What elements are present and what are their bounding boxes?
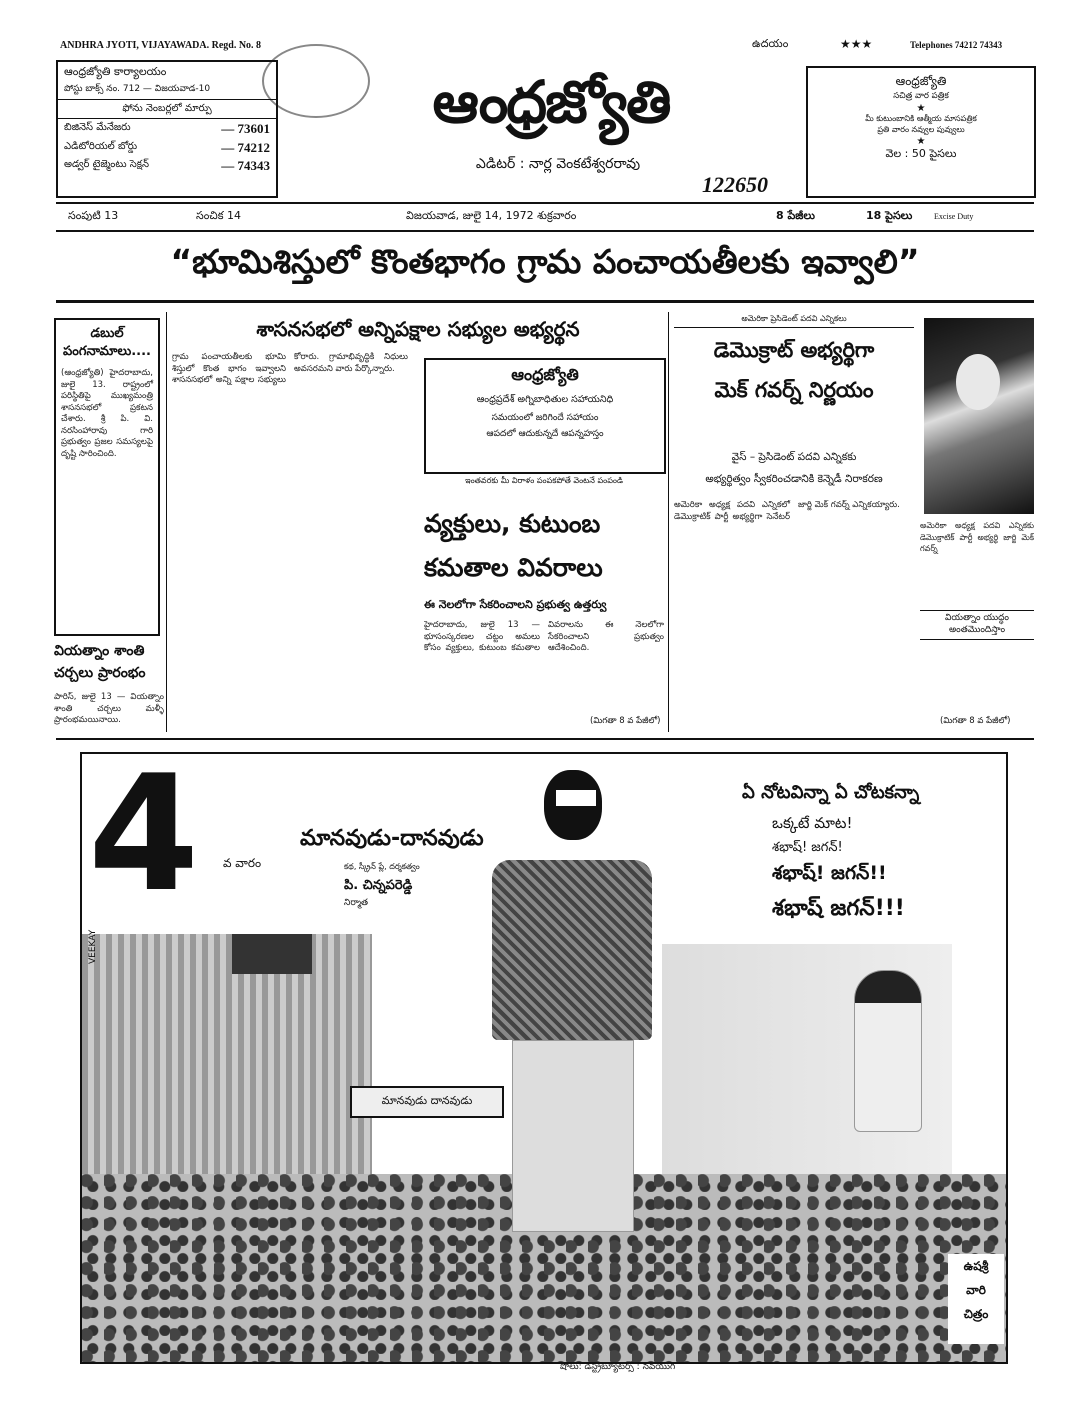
film-advertisement: [80, 752, 1008, 1364]
story2-title-line: వ్యక్తులు, కుటుంబ: [424, 509, 601, 538]
weekly-heading: ఆంధ్రజ్యోతి: [895, 74, 947, 88]
serial-number: 122650: [702, 172, 768, 197]
date-bar: [56, 202, 1034, 232]
center-story2-body: హైదరాబాదు, జులై 13 — భూసంస్కరణల చట్టం అమలు కోసం వ్యక్తులు, కుటుంబ కమతాల వివరాలను ఈ నెలలోగా సేకరించాలని ప్రభుత్వం ఆదేశించింది.: [424, 620, 664, 653]
weekly-line: మీ కుటుంబానికి ఆత్మీయ మాసపత్రిక: [865, 114, 977, 123]
theatre-banner: మానవుడు దానవుడు: [350, 1086, 504, 1118]
ad-quote: ఒక్కటే మాట!: [772, 814, 853, 832]
phone-number: — 74343: [221, 158, 270, 173]
credits-line: కథ, స్క్రీన్ ప్లే, దర్శకత్వం: [344, 862, 420, 871]
issue: సంచిక 14: [196, 209, 241, 222]
center-story2-title: [424, 502, 664, 590]
phone-number: — 73601: [221, 121, 270, 136]
artist-signature: VEEKAY: [88, 929, 98, 964]
week-number: 4: [88, 752, 192, 927]
photo-caption: అమెరికా అధ్యక్ష పదవి ఎన్నికకు డెమొక్రాటిక్ పార్టీ అభ్యర్థి జార్జి మెక్ గవర్న్: [920, 521, 1034, 553]
phone-label: బిజినెస్ మేనేజరు: [64, 122, 131, 133]
telephone-line: Telephones 74212 74343: [910, 40, 1003, 50]
issue-date: విజయవాడ, జులై 14, 1972 శుక్రవారం: [406, 209, 577, 222]
heroine-figure: [854, 970, 922, 1132]
left-story2-body: పారిస్, జులై 13 — వియత్నాం శాంతి చర్చలు మళ్ళీ ప్రారంభమయినాయి.: [54, 692, 164, 725]
left-story2-title: వియత్నాం శాంతి చర్చలు ప్రారంభం: [54, 643, 146, 681]
continued-note: (మిగతా 8 వ పేజీలో): [590, 716, 661, 726]
left-column-body: (ఆంధ్రజ్యోతి) హైదరాబాదు, జులై 13. రాష్ట్రంలో పరిస్థితిపై ముఖ్యమంత్రి శాసనసభలో ప్రకటన చేశారు. శ్రీ పి. వి. నరసింహారావు గారి ప్రభుత్వం ప్రజల సమస్యలపై దృష్టి సారించింది.: [61, 368, 153, 459]
trousers: [512, 1040, 634, 1232]
main-headline: “భూమిశిస్తులో కొంతభాగం గ్రామ పంచాయతీలకు ఇవ్వాలి”: [170, 242, 920, 281]
ad-bottom-strip: షోలు: డిస్ట్రిబ్యూటర్స్ : నవయుగ: [560, 1362, 676, 1372]
volume: సంపుటి 13: [68, 209, 119, 222]
film-title: మానవుడు-దానవుడు: [300, 826, 484, 851]
newspaper-title: ఆంధ్రజ్యోతి: [432, 68, 670, 136]
sunglasses: [554, 788, 598, 808]
continued-note: (మిగతా 8 వ పేజీలో): [940, 716, 1011, 726]
edition-label: ఉదయం: [752, 37, 789, 50]
ad-quote: శభాష్! జగన్!: [772, 840, 843, 855]
relief-footer: ఇంతవరకు మీ విరాళం పంపకపోతే వెంటనే పంపండి: [465, 476, 623, 485]
relief-fund-box: [424, 358, 666, 474]
hero-figure: [492, 770, 652, 1230]
editor-line: ఎడిటర్ : నార్ల వెంకటేశ్వరరావు: [475, 156, 641, 172]
producer-mark: [948, 1254, 1004, 1344]
right-story-sub: [674, 446, 914, 490]
registration-line: ANDHRA JYOTI, VIJAYAWADA. Regd. No. 8: [60, 40, 262, 51]
center-story-body: గ్రామ పంచాయతీలకు భూమి శిస్తులో కొంత భాగం ఇవ్వాలని శాసనసభలో అన్ని పక్షాల సభ్యులు కోరారు. గ్రామాభివృద్ధికి నిధులు అవసరమని వారు పేర్కొన్నారు.: [172, 352, 408, 385]
office-box: [56, 60, 278, 198]
relief-line: ఆంధ్రప్రదేశ్ అగ్నిబాధితుల సహాయనిధి: [476, 394, 614, 405]
center-story-title: శాసనసభలో అన్నిపక్షాల సభ్యుల అభ్యర్థన: [256, 317, 580, 341]
phone-label: అడ్వర్ టైజ్మెంటు సెక్షన్: [64, 159, 149, 170]
producer-line: చిత్రం: [963, 1307, 989, 1321]
center-story2-sub: ఈ నెలలోగా సేకరించాలని ప్రభుత్వ ఉత్తర్వు: [424, 598, 607, 611]
producer-line: వారి: [966, 1283, 986, 1297]
left-column-title: డబుల్ పంగనామాలు....: [63, 326, 151, 359]
relief-line: ఆపదలో ఆదుకున్నదే ఆపన్నహస్తం: [486, 429, 604, 439]
library-stamp: [262, 44, 370, 118]
phone-heading: ఫోను నెంబర్లలో మార్పు: [58, 99, 276, 118]
week-label: వ వారం: [212, 844, 272, 882]
ad-quote: ఏ నోటవిన్నా ఏ చోటకన్నా: [742, 782, 920, 803]
relief-title: ఆంధ్రజ్యోతి: [511, 365, 579, 384]
weekly-price: వెల : 50 పైసలు: [885, 147, 957, 160]
ad-quote: శభాష్ జగన్!!!: [772, 896, 905, 921]
weekly-line: ప్రతి వారం నవ్వుల పువ్వులు: [877, 125, 965, 134]
right-story-body: అమెరికా అధ్యక్ష పదవి ఎన్నికలో డెమొక్రాటిక్ పార్టీ అభ్యర్థిగా సెనేటర్ జార్జి మెక్ గవర్న్ ఎన్నికయ్యారు.: [674, 500, 900, 522]
credits-line: నిర్మాత: [344, 898, 369, 908]
phone-number: — 74212: [221, 140, 270, 155]
right-sub-line: అభ్యర్థిత్వం స్వీకరించడానికి కెన్నెడీ నిరాకరణ: [705, 473, 883, 485]
story2-title-line: కమతాల వివరాలు: [424, 553, 603, 582]
right-story2-title: వియత్నాం యుద్ధం అంతమొందిస్తాం: [920, 610, 1034, 640]
page-count: 8 పేజీలు: [776, 209, 815, 222]
face-shape: [956, 354, 1000, 410]
jacket: [492, 860, 652, 1040]
right-sub-line: వైస్ – ప్రెసిడెంట్ పదవి ఎన్నికకు: [731, 451, 857, 463]
right-story-title: [674, 330, 914, 410]
weekly-box: ఆంధ్రజ్యోతి సచిత్ర వార పత్రిక ★ మీ కుటుంబానికి ఆత్మీయ మాసపత్రిక ప్రతి వారం నవ్వుల పువ్వులు ★ వెల : 50 పైసలు: [806, 66, 1036, 198]
director-name: పి. చిన్నపరెడ్డి: [344, 878, 413, 893]
phone-label: ఎడిటోరియల్ బోర్డు: [64, 141, 138, 152]
right-title-line: మెక్ గవర్న్ నిర్ణయం: [714, 378, 874, 402]
stars: ★★★: [840, 37, 873, 51]
producer-line: ఉషశ్రీ: [963, 1259, 989, 1273]
weekly-sub: సచిత్ర వార పత్రిక: [893, 91, 949, 101]
office-heading: ఆంధ్రజ్యోతి కార్యాలయం: [64, 65, 167, 78]
po-box: పోస్టు బాక్స్ నం. 712 — విజయవాడ-10: [64, 84, 211, 94]
ad-quote: శభాష్! జగన్!!: [772, 862, 887, 884]
cover-price: 18 పైసలు: [866, 209, 913, 222]
relief-line: సమయంలో జరిగిందే సహాయం: [491, 413, 599, 423]
mcgovern-photo: [924, 318, 1034, 514]
excise-note: Excise Duty: [934, 212, 974, 221]
right-kicker: అమెరికా ప్రెసిడెంట్ పదవి ఎన్నికలు: [674, 314, 914, 328]
left-column-box: [54, 318, 160, 636]
theatre-left: [82, 934, 372, 1174]
right-title-line: డెమొక్రాట్ అభ్యర్థిగా: [713, 338, 875, 362]
